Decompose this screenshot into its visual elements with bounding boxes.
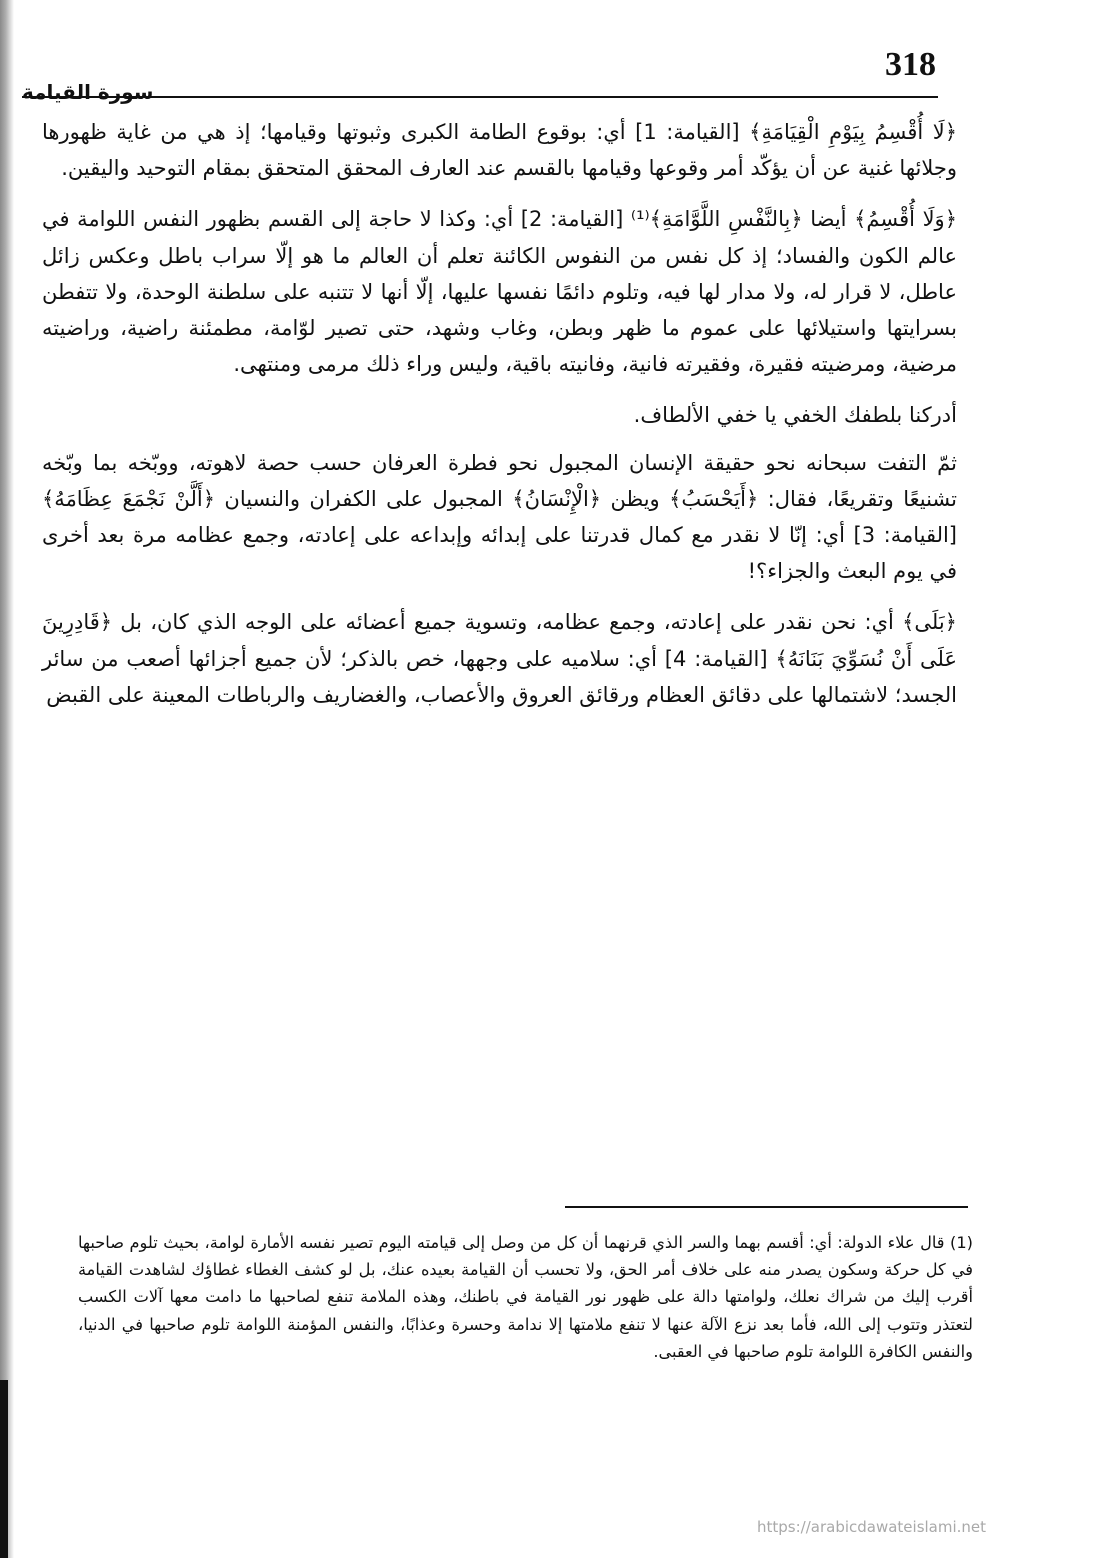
scan-shadow-edge-bottom (0, 1380, 8, 1558)
footnote (78, 1229, 973, 1365)
paragraph: أدركنا بلطفك الخفي يا خفي الألطاف. (633, 403, 957, 428)
page-number: 318 (885, 46, 936, 83)
surah-title: سورة القيامة (22, 80, 154, 104)
header-divider (22, 96, 938, 98)
page-header (22, 40, 938, 104)
paragraph: ﴿بَلَى﴾ أي: نحن نقدر على إعادته، وجمع عظامه، وتسوية جميع أعضائه على الوجه الذي كان، بل ﴿قَادِرِينَ عَلَى أَنْ نُسَوِّيَ بَنَانَهُ﴾ [القيامة: 4] أي: سلاميه على وجهها، خص بالذكر؛ لأن جميع أجزائها أصعب من سائر الجسد؛ لاشتمالها على دقائق العظام ورقائق العروق والأعصاب، والغضاريف والرباطات المعينة على القبض (42, 610, 957, 707)
paragraph: ﴿وَلَا أُقْسِمُ﴾ أيضا ﴿بِالنَّفْسِ اللَّوَّامَةِ﴾⁽¹⁾ [القيامة: 2] أي: وكذا لا حاجة إلى القسم بظهور النفس اللوامة في عالم الكون والفساد؛ إذ كل نفس من النفوس الكائنة تعلم أن العالم ما هو إلّا سراب باطل وعكس زائل عاطل، لا قرار له، ولا مدار لها فيه، وتلوم دائمًا نفسها عليها، إلّا أنها لا تتنبه على سلطنة الوحدة، ولا تتفطن بسرايتها واستيلائها على عموم ما ظهر وبطن، وغاب وشهد، حتى تصير لوّامة، مطمئنة راضية، وراضيته مرضية، ومرضيته فقيرة، وفقيرته فانية، وفانيته باقية، وليس وراء ذلك مرمى ومنتهى. (42, 207, 958, 377)
footnote-text: (1) قال علاء الدولة: أي: أقسم بهما والسر الذي قرنهما أن كل من وصل إلى قيامته اليوم تصير نفسه الأمارة لوامة، بحيث تلوم صاحبها في كل حركة وسكون يصدر منه على خلاف أمر الحق، ولا تحسب أن القيامة بعيده عنك، بل لو كشف الغطاء غطاؤك لشاهدت القيامة أقرب إليك من شراك نعلك، ولوامتها دالة على ظهور نور القيامة في باطنك، وهذه الملامة تنفع لصاحبها ما دامت معها آلات الكسب لتعتذر وتتوب إلى الله، فأما بعد نزع الآلة عنها لا تنفع ملامتها إلا ندامة وحسرة وعذابًا، والنفس المؤمنة اللوامة تلوم صاحبها في الدنيا، والنفس الكافرة اللوامة تلوم صاحبها في العقبى. (78, 1233, 973, 1361)
scan-shadow-edge (0, 0, 14, 1558)
paragraph: ثمّ التفت سبحانه نحو حقيقة الإنسان المجبول نحو فطرة العرفان حسب حصة لاهوته، ووبّخه بما وبّخه تشنيعًا وتقريعًا، فقال: ﴿أَيَحْسَبُ﴾ ويظن ﴿الْإِنْسَانُ﴾ المجبول على الكفران والنسيان ﴿أَلَّنْ نَجْمَعَ عِظَامَهُ﴾ [القيامة: 3] أي: إنّا لا نقدر مع كمال قدرتنا على إبدائه وإبداعه على إعادته، وجمع عظامه مرة بعد أخرى في يوم البعث والجزاء؟! (42, 450, 957, 584)
paragraph: ﴿لَا أُقْسِمُ بِيَوْمِ الْقِيَامَةِ﴾ [القيامة: 1] أي: بوقوع الطامة الكبرى وثبوتها وقيامها؛ إذ هي من غاية ظهورها وجلائها غنية عن أن يؤكّد أمر وقوعها وقيامها بالقسم عند العارف المحقق المتحقق بمقام التوحيد واليقين. (42, 120, 958, 181)
main-text (42, 114, 957, 728)
footnote-divider (565, 1206, 968, 1208)
watermark-url: https://arabicdawateislami.net (757, 1518, 987, 1536)
